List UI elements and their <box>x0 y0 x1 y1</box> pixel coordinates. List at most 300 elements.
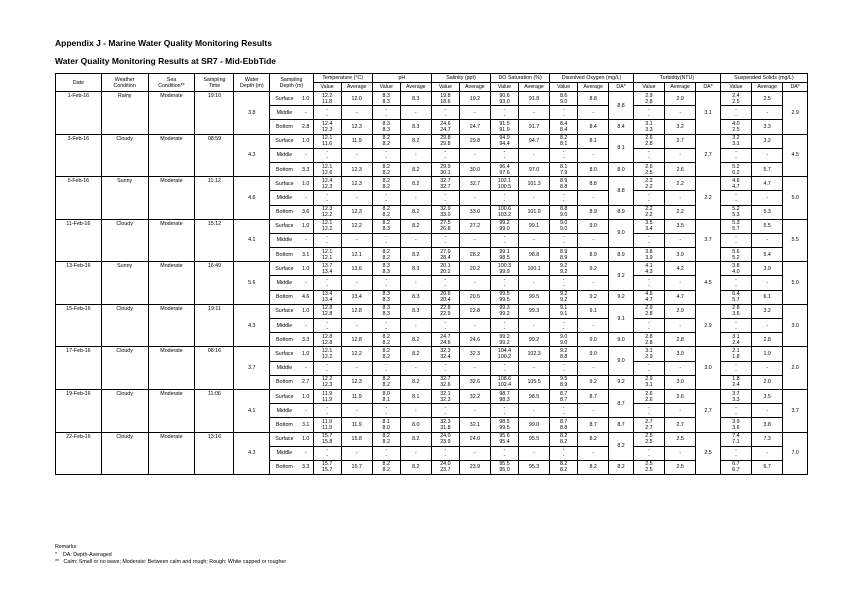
turbidity-average: 3.5 <box>665 219 696 233</box>
turbidity-values: - - <box>633 191 664 205</box>
turbidity-values: 2.6 2.6 <box>633 389 664 403</box>
dissolved-oxygen-da: 9.2 <box>609 290 634 304</box>
header-dissolved-oxygen: Dissolved Oxygen (mg/L) <box>550 74 634 83</box>
sampling-depth-cell: 4.6 <box>299 290 314 304</box>
dissolved-oxygen-values: 8.2 8.2 <box>550 432 578 446</box>
header-ph: pH <box>372 74 431 83</box>
turbidity-average: 2.8 <box>665 333 696 347</box>
sampling-depth-cell: 3.3 <box>299 333 314 347</box>
dissolved-oxygen-values: 8.9 8.8 <box>550 177 578 191</box>
sampling-depth-cell: 3.1 <box>299 248 314 262</box>
sampling-depth-cell: 1.0 <box>299 92 314 106</box>
do-saturation-values: - - <box>491 106 519 120</box>
salinity-values: 32.7 32.7 <box>431 177 459 191</box>
suspended-solids-values: 3.9 3.6 <box>720 418 751 432</box>
header-water-depth: Water Depth (m) <box>234 74 270 92</box>
do-saturation-values: - - <box>491 276 519 290</box>
dissolved-oxygen-values: 8.4 8.4 <box>550 120 578 134</box>
turbidity-values: 2.9 2.8 <box>633 92 664 106</box>
salinity-values: 32.3 32.4 <box>431 347 459 361</box>
dissolved-oxygen-values: 9.2 9.2 <box>550 262 578 276</box>
salinity-values: - - <box>431 148 459 162</box>
temperature-average: 11.9 <box>341 418 372 432</box>
turbidity-da: 2.5 <box>696 432 721 475</box>
temperature-values: 13.4 13.4 <box>313 290 341 304</box>
sampling-depth-cell: - <box>299 148 314 162</box>
water-depth-cell: 4.3 <box>234 134 270 177</box>
suspended-solids-average: 2.5 <box>752 92 783 106</box>
sea-condition-cell: Moderate <box>148 262 195 305</box>
dissolved-oxygen-da: 9.2 <box>609 375 634 389</box>
suspended-solids-da: 5.5 <box>783 219 808 262</box>
ph-average: 8.2 <box>400 177 431 191</box>
temperature-values: 15.7 15.8 <box>313 432 341 446</box>
do-saturation-average: - <box>518 361 549 375</box>
sampling-level-cell: Bottom <box>270 418 299 432</box>
dissolved-oxygen-average: 8.4 <box>578 120 609 134</box>
header-sampling-depth: Sampling Depth (m) <box>270 74 314 92</box>
sampling-level-cell: Surface <box>270 347 299 361</box>
ph-values: 8.3 8.3 <box>372 120 400 134</box>
dissolved-oxygen-average: - <box>578 319 609 333</box>
do-saturation-average: 99.0 <box>518 418 549 432</box>
ph-average: 8.3 <box>400 120 431 134</box>
temperature-average: 13.4 <box>341 290 372 304</box>
suspended-solids-da: 2.9 <box>783 92 808 135</box>
salinity-values: 20.6 20.4 <box>431 290 459 304</box>
salinity-values: 19.8 18.6 <box>431 92 459 106</box>
dissolved-oxygen-da: 9.0 <box>609 347 634 375</box>
sampling-time-cell: 08:16 <box>195 347 234 390</box>
water-depth-cell: 3.7 <box>234 347 270 390</box>
salinity-average: 32.7 <box>459 177 490 191</box>
sampling-level-cell: Bottom <box>270 120 299 134</box>
temperature-average: 12.2 <box>341 219 372 233</box>
turbidity-values: 2.2 2.2 <box>633 205 664 219</box>
suspended-solids-average: 1.9 <box>752 347 783 361</box>
do-saturation-values: 104.4 100.2 <box>491 347 519 361</box>
turbidity-average: - <box>665 191 696 205</box>
table-row <box>56 177 808 191</box>
sampling-level-cell: Bottom <box>270 290 299 304</box>
suspended-solids-values: 3.8 4.0 <box>720 262 751 276</box>
temperature-values: - - <box>313 446 341 460</box>
sampling-level-cell: Middle <box>270 361 299 375</box>
ph-values: 8.3 8.3 <box>372 290 400 304</box>
water-depth-cell: 4.1 <box>234 389 270 432</box>
salinity-values: - - <box>431 191 459 205</box>
subheader-average: Average <box>665 83 696 92</box>
date-cell: 13-Feb-16 <box>56 262 102 305</box>
ph-values: 8.2 8.2 <box>372 347 400 361</box>
temperature-values: - - <box>313 404 341 418</box>
temperature-values: 15.7 15.7 <box>313 460 341 474</box>
temperature-values: 12.4 12.3 <box>313 120 341 134</box>
suspended-solids-values: - - <box>720 276 751 290</box>
salinity-values: 32.7 32.6 <box>431 375 459 389</box>
ph-average: 8.2 <box>400 460 431 474</box>
sampling-depth-cell: - <box>299 361 314 375</box>
do-saturation-values: - - <box>491 404 519 418</box>
turbidity-average: 2.2 <box>665 177 696 191</box>
dissolved-oxygen-average: - <box>578 446 609 460</box>
salinity-values: 32.3 31.8 <box>431 418 459 432</box>
turbidity-average: - <box>665 276 696 290</box>
ph-values: - - <box>372 404 400 418</box>
suspended-solids-average: 5.4 <box>752 248 783 262</box>
suspended-solids-da: 3.7 <box>783 389 808 432</box>
do-saturation-values: 99.2 99.0 <box>491 219 519 233</box>
ph-values: - - <box>372 276 400 290</box>
water-depth-cell: 5.6 <box>234 262 270 305</box>
do-saturation-average: - <box>518 233 549 247</box>
sampling-level-cell: Bottom <box>270 333 299 347</box>
ph-values: - - <box>372 446 400 460</box>
turbidity-values: - - <box>633 446 664 460</box>
temperature-average: 11.9 <box>341 389 372 403</box>
temperature-values: 12.2 11.8 <box>313 92 341 106</box>
sampling-depth-cell: - <box>299 191 314 205</box>
turbidity-average: 3.0 <box>665 347 696 361</box>
ph-average: 8.0 <box>400 418 431 432</box>
header-suspended-solids: Suspended Solids (mg/L) <box>720 74 807 83</box>
salinity-average: - <box>459 404 490 418</box>
date-cell: 1-Feb-16 <box>56 92 102 135</box>
sampling-time-cell: 13:16 <box>195 432 234 475</box>
subheader-average: Average <box>400 83 431 92</box>
temperature-values: 11.9 11.9 <box>313 389 341 403</box>
suspended-solids-average: 5.7 <box>752 162 783 176</box>
temperature-average: 12.3 <box>341 205 372 219</box>
do-saturation-values: 99.2 99.2 <box>491 333 519 347</box>
ph-values: 8.2 8.2 <box>372 177 400 191</box>
turbidity-average: - <box>665 361 696 375</box>
ph-values: - - <box>372 319 400 333</box>
turbidity-average: 3.0 <box>665 375 696 389</box>
turbidity-average: 2.7 <box>665 418 696 432</box>
do-saturation-values: - - <box>491 148 519 162</box>
subheader-value: Value <box>491 83 519 92</box>
suspended-solids-values: 2.8 3.6 <box>720 304 751 318</box>
dissolved-oxygen-values: - - <box>550 276 578 290</box>
salinity-average: 32.2 <box>459 389 490 403</box>
turbidity-average: 3.2 <box>665 120 696 134</box>
suspended-solids-values: - - <box>720 319 751 333</box>
salinity-average: 24.6 <box>459 333 490 347</box>
turbidity-average: 2.9 <box>665 92 696 106</box>
ph-average: - <box>400 233 431 247</box>
dissolved-oxygen-values: 8.9 8.9 <box>550 248 578 262</box>
ph-average: 8.3 <box>400 304 431 318</box>
suspended-solids-values: 3.7 3.3 <box>720 389 751 403</box>
sampling-level-cell: Surface <box>270 92 299 106</box>
sea-condition-cell: Moderate <box>148 92 195 135</box>
do-saturation-values: 90.6 93.0 <box>491 92 519 106</box>
dissolved-oxygen-values: - - <box>550 404 578 418</box>
sampling-level-cell: Surface <box>270 262 299 276</box>
turbidity-average: 4.7 <box>665 290 696 304</box>
turbidity-values: 3.1 2.9 <box>633 347 664 361</box>
turbidity-values: 4.6 4.7 <box>633 290 664 304</box>
sampling-depth-cell: 2.7 <box>299 375 314 389</box>
dissolved-oxygen-values: - - <box>550 191 578 205</box>
sampling-depth-cell: 3.3 <box>299 162 314 176</box>
ph-values: 8.2 8.2 <box>372 460 400 474</box>
dissolved-oxygen-values: - - <box>550 106 578 120</box>
subheader-value: Value <box>372 83 400 92</box>
suspended-solids-values: 2.1 1.8 <box>720 347 751 361</box>
ph-values: 8.2 8.2 <box>372 248 400 262</box>
dissolved-oxygen-da: 8.7 <box>609 389 634 417</box>
sampling-time-cell: 11:12 <box>195 177 234 220</box>
turbidity-average: 2.6 <box>665 389 696 403</box>
dissolved-oxygen-values: 9.1 9.1 <box>550 304 578 318</box>
do-saturation-average: - <box>518 404 549 418</box>
sampling-level-cell: Surface <box>270 134 299 148</box>
dissolved-oxygen-average: 9.0 <box>578 347 609 361</box>
do-saturation-average: 94.7 <box>518 134 549 148</box>
water-depth-cell: 4.1 <box>234 219 270 262</box>
suspended-solids-average: - <box>752 404 783 418</box>
temperature-average: - <box>341 148 372 162</box>
salinity-average: 22.8 <box>459 304 490 318</box>
subheader-average: Average <box>752 83 783 92</box>
ph-values: - - <box>372 191 400 205</box>
date-cell: 17-Feb-16 <box>56 347 102 390</box>
suspended-solids-values: 7.4 7.1 <box>720 432 751 446</box>
table-row <box>56 304 808 318</box>
sampling-level-cell: Middle <box>270 319 299 333</box>
salinity-average: 20.5 <box>459 290 490 304</box>
sampling-depth-cell: 2.8 <box>299 120 314 134</box>
dissolved-oxygen-da: 9.0 <box>609 219 634 247</box>
ph-average: - <box>400 361 431 375</box>
turbidity-da: 2.7 <box>696 389 721 432</box>
subheader-average: Average <box>518 83 549 92</box>
turbidity-values: - - <box>633 276 664 290</box>
ph-values: 8.2 8.2 <box>372 432 400 446</box>
salinity-values: - - <box>431 276 459 290</box>
suspended-solids-average: - <box>752 148 783 162</box>
suspended-solids-average: 6.7 <box>752 460 783 474</box>
temperature-values: 12.1 12.6 <box>313 162 341 176</box>
suspended-solids-values: 5.6 5.2 <box>720 248 751 262</box>
temperature-values: - - <box>313 106 341 120</box>
suspended-solids-average: - <box>752 446 783 460</box>
salinity-values: 29.8 29.8 <box>431 134 459 148</box>
sampling-level-cell: Middle <box>270 148 299 162</box>
ph-average: 8.2 <box>400 248 431 262</box>
suspended-solids-average: - <box>752 319 783 333</box>
temperature-values: 12.4 12.3 <box>313 177 341 191</box>
dissolved-oxygen-average: 8.8 <box>578 177 609 191</box>
temperature-average: 12.3 <box>341 120 372 134</box>
suspended-solids-average: 2.0 <box>752 375 783 389</box>
subheader-average: Average <box>341 83 372 92</box>
sampling-time-cell: 19:10 <box>195 92 234 135</box>
turbidity-values: - - <box>633 233 664 247</box>
ph-average: 8.2 <box>400 432 431 446</box>
table-row <box>56 262 808 276</box>
dissolved-oxygen-da: 9.0 <box>609 333 634 347</box>
turbidity-average: 2.5 <box>665 460 696 474</box>
ph-average: 8.2 <box>400 205 431 219</box>
turbidity-da: 3.0 <box>696 347 721 390</box>
salinity-values: 24.0 23.9 <box>431 432 459 446</box>
temperature-average: - <box>341 191 372 205</box>
suspended-solids-values: 4.6 4.7 <box>720 177 751 191</box>
suspended-solids-da: 7.0 <box>783 432 808 475</box>
header-temperature: Temperature (°C) <box>313 74 372 83</box>
do-saturation-average: 98.8 <box>518 248 549 262</box>
turbidity-values: - - <box>633 319 664 333</box>
suspended-solids-average: 5.5 <box>752 219 783 233</box>
ph-average: - <box>400 319 431 333</box>
suspended-solids-average: 6.1 <box>752 290 783 304</box>
salinity-values: 29.9 30.1 <box>431 162 459 176</box>
dissolved-oxygen-average: 9.2 <box>578 262 609 276</box>
table-row <box>56 219 808 233</box>
temperature-values: 12.3 12.2 <box>313 205 341 219</box>
do-saturation-average: - <box>518 191 549 205</box>
dissolved-oxygen-values: - - <box>550 361 578 375</box>
sampling-level-cell: Middle <box>270 191 299 205</box>
water-depth-cell: 4.3 <box>234 432 270 475</box>
sampling-depth-cell: - <box>299 404 314 418</box>
dissolved-oxygen-values: 8.6 9.0 <box>550 92 578 106</box>
sea-condition-cell: Moderate <box>148 304 195 347</box>
suspended-solids-da: 4.5 <box>783 134 808 177</box>
suspended-solids-da: 3.0 <box>783 304 808 347</box>
salinity-values: - - <box>431 233 459 247</box>
turbidity-values: 2.2 2.2 <box>633 177 664 191</box>
turbidity-values: 3.1 3.3 <box>633 120 664 134</box>
do-saturation-average: 101.3 <box>518 177 549 191</box>
suspended-solids-values: 6.7 6.7 <box>720 460 751 474</box>
suspended-solids-average: 2.8 <box>752 333 783 347</box>
turbidity-values: 3.5 3.4 <box>633 219 664 233</box>
dissolved-oxygen-da: 9.2 <box>609 262 634 290</box>
turbidity-average: 3.9 <box>665 248 696 262</box>
dissolved-oxygen-values: 8.2 8.1 <box>550 134 578 148</box>
temperature-values: - - <box>313 148 341 162</box>
salinity-values: 27.5 26.8 <box>431 219 459 233</box>
turbidity-da: 3.1 <box>696 92 721 135</box>
dissolved-oxygen-average: 8.2 <box>578 432 609 446</box>
turbidity-da: 4.5 <box>696 262 721 305</box>
salinity-average: 24.0 <box>459 432 490 446</box>
dissolved-oxygen-average: 9.0 <box>578 219 609 233</box>
do-saturation-average: 95.3 <box>518 460 549 474</box>
temperature-average: 12.0 <box>341 92 372 106</box>
sampling-level-cell: Bottom <box>270 248 299 262</box>
dissolved-oxygen-values: 8.7 8.8 <box>550 418 578 432</box>
salinity-values: - - <box>431 446 459 460</box>
sea-condition-cell: Moderate <box>148 347 195 390</box>
salinity-average: - <box>459 446 490 460</box>
table-header <box>56 74 808 92</box>
turbidity-values: 3.8 3.9 <box>633 248 664 262</box>
dissolved-oxygen-average: - <box>578 233 609 247</box>
date-cell: 15-Feb-16 <box>56 304 102 347</box>
do-saturation-average: - <box>518 319 549 333</box>
salinity-values: 20.1 20.2 <box>431 262 459 276</box>
sampling-depth-cell: 1.0 <box>299 347 314 361</box>
salinity-average: - <box>459 276 490 290</box>
weather-cell: Cloudy <box>101 219 148 262</box>
dissolved-oxygen-average: 8.9 <box>578 248 609 262</box>
dissolved-oxygen-average: 9.2 <box>578 375 609 389</box>
dissolved-oxygen-values: 8.2 8.2 <box>550 460 578 474</box>
temperature-values: 12.1 12.1 <box>313 248 341 262</box>
subheader-da: DA* <box>783 83 808 92</box>
sampling-depth-cell: 1.0 <box>299 304 314 318</box>
sampling-level-cell: Middle <box>270 106 299 120</box>
do-saturation-values: 94.9 94.4 <box>491 134 519 148</box>
ph-average: - <box>400 106 431 120</box>
temperature-values: - - <box>313 276 341 290</box>
subheader-average: Average <box>578 83 609 92</box>
sampling-level-cell: Surface <box>270 432 299 446</box>
ph-values: - - <box>372 106 400 120</box>
suspended-solids-average: - <box>752 361 783 375</box>
do-saturation-average: 97.0 <box>518 162 549 176</box>
salinity-average: - <box>459 233 490 247</box>
suspended-solids-average: 3.9 <box>752 262 783 276</box>
suspended-solids-values: 1.8 2.4 <box>720 375 751 389</box>
suspended-solids-average: 3.3 <box>752 120 783 134</box>
ph-values: 8.0 8.1 <box>372 389 400 403</box>
sampling-depth-cell: 3.6 <box>299 205 314 219</box>
do-saturation-average: 100.1 <box>518 262 549 276</box>
dissolved-oxygen-average: - <box>578 191 609 205</box>
dissolved-oxygen-da: 8.9 <box>609 248 634 262</box>
salinity-average: - <box>459 106 490 120</box>
table-title: Water Quality Monitoring Results at SR7 - Mid-EbbTide <box>55 56 277 66</box>
ph-average: 8.2 <box>400 375 431 389</box>
remarks <box>55 544 286 567</box>
salinity-average: - <box>459 319 490 333</box>
dissolved-oxygen-average: 8.7 <box>578 389 609 403</box>
do-saturation-values: 100.6 103.2 <box>491 205 519 219</box>
ph-values: 8.3 8.3 <box>372 304 400 318</box>
do-saturation-average: 91.7 <box>518 120 549 134</box>
turbidity-values: 2.9 2.8 <box>633 304 664 318</box>
turbidity-values: 2.6 2.5 <box>633 162 664 176</box>
salinity-average: 32.3 <box>459 347 490 361</box>
dissolved-oxygen-average: 8.7 <box>578 418 609 432</box>
temperature-average: 12.1 <box>341 248 372 262</box>
sampling-depth-cell: 1.0 <box>299 219 314 233</box>
dissolved-oxygen-values: 9.0 9.0 <box>550 333 578 347</box>
dissolved-oxygen-average: - <box>578 404 609 418</box>
do-saturation-average: 102.3 <box>518 347 549 361</box>
suspended-solids-average: - <box>752 233 783 247</box>
turbidity-da: 2.7 <box>696 134 721 177</box>
sampling-depth-cell: 1.0 <box>299 389 314 403</box>
ph-average: 8.3 <box>400 262 431 276</box>
subheader-value: Value <box>550 83 578 92</box>
turbidity-da: 2.9 <box>696 304 721 347</box>
temperature-average: - <box>341 404 372 418</box>
weather-cell: Cloudy <box>101 389 148 432</box>
turbidity-average: - <box>665 106 696 120</box>
do-saturation-values: 95.5 95.0 <box>491 460 519 474</box>
temperature-values: - - <box>313 319 341 333</box>
turbidity-average: 2.5 <box>665 432 696 446</box>
dissolved-oxygen-values: 8.8 9.0 <box>550 205 578 219</box>
turbidity-average: 2.9 <box>665 304 696 318</box>
